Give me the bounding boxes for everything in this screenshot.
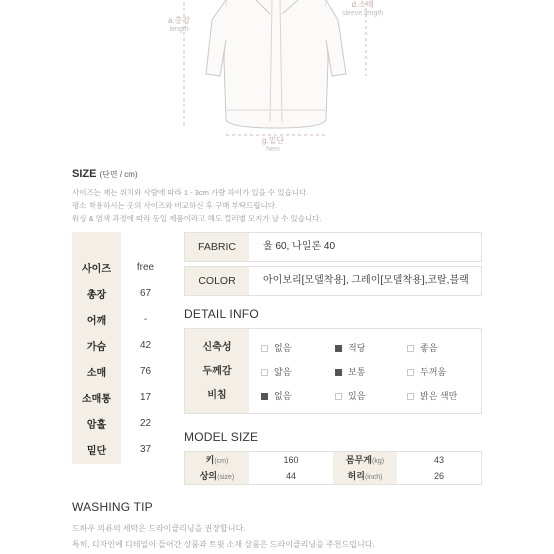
model-size-heading: MODEL SIZE xyxy=(184,430,259,444)
size-note-3: 워싱 & 염색 과정에 따라 동일 제품이라고 해도 컬러별 모지가 날 수 있습니다. xyxy=(72,214,322,223)
detail-option-label: 있음 xyxy=(348,391,366,401)
detail-option-label: 밝은 색만 xyxy=(420,391,458,401)
size-row xyxy=(72,410,170,436)
sleeve-label xyxy=(342,0,383,18)
detail-option xyxy=(261,335,291,361)
washing-tip-heading: WASHING TIP xyxy=(72,500,153,514)
hem-label xyxy=(262,136,284,154)
checkbox-empty-icon xyxy=(335,393,342,400)
model-label xyxy=(185,468,249,484)
detail-option-label: 얇음 xyxy=(274,367,292,377)
checkbox-empty-icon xyxy=(407,345,414,352)
model-value: 26 xyxy=(433,471,444,481)
color-value: 아이보리[모델착용], 그레이[모델착용],코랄,블랙 xyxy=(263,275,469,286)
garment-diagram xyxy=(0,0,554,160)
size-heading-title: SIZE xyxy=(72,168,97,180)
model-value: 43 xyxy=(433,455,444,465)
detail-option-label: 두꺼움 xyxy=(420,367,447,377)
model-label-unit: (inch) xyxy=(364,474,383,481)
size-table xyxy=(72,232,170,464)
color-box xyxy=(184,266,482,296)
model-value: 160 xyxy=(283,455,299,465)
size-row-value: 17 xyxy=(139,391,152,403)
checkbox-filled-icon xyxy=(335,369,342,376)
detail-option xyxy=(407,359,446,385)
checkbox-empty-icon xyxy=(261,345,268,352)
detail-row-thickness xyxy=(185,359,481,385)
size-heading xyxy=(72,168,138,180)
washing-tip-line-2: 특히, 디자인에 디테일이 들어간 상품과 트윗 소재 상품은 드라이클리닝을 주천드립니다. xyxy=(72,540,375,549)
hem-label-ko: g.밑단 xyxy=(262,136,285,145)
size-row xyxy=(72,436,170,462)
detail-option-label: 없음 xyxy=(274,391,292,401)
size-note-2: 평소 착용하시는 옷의 사이즈와 비교하신 후 구매 부탁드립니다. xyxy=(72,201,278,210)
model-size-table xyxy=(184,451,482,485)
model-label-unit: (size) xyxy=(217,474,235,481)
model-row xyxy=(185,468,481,484)
fabric-box xyxy=(184,232,482,262)
detail-row-sheer xyxy=(185,383,481,409)
model-label-text: 키 xyxy=(205,455,215,465)
size-row xyxy=(72,332,170,358)
detail-option xyxy=(335,383,365,409)
model-label-text: 허리 xyxy=(347,471,365,481)
detail-option-label: 없음 xyxy=(274,343,292,353)
size-row xyxy=(72,306,170,332)
detail-option xyxy=(407,335,437,361)
length-label xyxy=(168,16,190,34)
model-label-unit: (cm) xyxy=(214,458,229,465)
checkbox-empty-icon xyxy=(261,369,268,376)
size-row-label: 어깨 xyxy=(86,315,107,327)
size-row xyxy=(72,280,170,306)
size-row-value: free xyxy=(136,261,155,273)
checkbox-empty-icon xyxy=(407,393,414,400)
length-label-ko: a.총장 xyxy=(168,16,191,25)
detail-option-label: 보통 xyxy=(348,367,366,377)
size-row-label: 암홀 xyxy=(86,419,107,431)
model-label xyxy=(333,468,397,484)
fabric-label: FABRIC xyxy=(185,233,249,261)
size-row-label: 사이즈 xyxy=(82,263,111,275)
color-label: COLOR xyxy=(185,267,249,295)
size-row-value: 22 xyxy=(139,417,152,429)
size-row xyxy=(72,254,170,280)
size-row-label: 총장 xyxy=(86,289,107,301)
model-value: 44 xyxy=(285,471,296,481)
model-label-text: 상의 xyxy=(199,471,218,481)
model-label-unit: (kg) xyxy=(372,458,385,465)
size-row-value: 67 xyxy=(139,287,152,299)
detail-row-stretch xyxy=(185,335,481,361)
checkbox-filled-icon xyxy=(261,393,268,400)
detail-row-label: 신축성 xyxy=(202,342,232,353)
size-row xyxy=(72,358,170,384)
detail-row-label: 두께감 xyxy=(202,366,232,377)
size-heading-unit: (단면 / cm) xyxy=(99,170,138,179)
model-label xyxy=(185,452,249,468)
size-row-value: 37 xyxy=(139,443,152,455)
size-row-value: 42 xyxy=(139,339,152,351)
detail-option xyxy=(407,383,457,409)
sleeve-label-ko: d.소매 xyxy=(351,0,374,9)
size-row-value: 76 xyxy=(139,365,152,377)
model-label-text: 몸무게 xyxy=(345,455,373,465)
size-note-1: 사이즈는 재는 위치와 사람에 따라 1 - 3cm 가량 차이가 있을 수 있습니다. xyxy=(72,188,309,197)
checkbox-filled-icon xyxy=(335,345,342,352)
size-row-value: - xyxy=(143,313,148,325)
model-label xyxy=(333,452,397,468)
model-row xyxy=(185,452,481,468)
size-row-label: 가슴 xyxy=(86,341,107,353)
detail-option-label: 적당 xyxy=(348,343,366,353)
size-row-label: 소매통 xyxy=(82,393,111,405)
size-row-label: 소매 xyxy=(86,367,107,379)
detail-option-label: 좋음 xyxy=(420,343,438,353)
detail-option xyxy=(261,359,291,385)
fabric-value: 울 60, 나일론 40 xyxy=(263,241,335,252)
size-row xyxy=(72,384,170,410)
detail-info-heading: DETAIL INFO xyxy=(184,307,259,321)
detail-option xyxy=(335,335,365,361)
length-label-en: length xyxy=(169,26,189,33)
detail-row-label: 비침 xyxy=(207,390,227,401)
washing-tip-line-1: 드하우 의류의 세탁은 드라이클리닝을 권장합니다. xyxy=(72,524,246,533)
checkbox-empty-icon xyxy=(407,369,414,376)
size-row-label: 밑단 xyxy=(86,445,107,457)
hem-label-en: hem xyxy=(266,146,280,153)
detail-info-table xyxy=(184,328,482,414)
detail-option xyxy=(335,359,365,385)
sleeve-label-en: sleeve length xyxy=(342,10,384,17)
detail-option xyxy=(261,383,291,409)
